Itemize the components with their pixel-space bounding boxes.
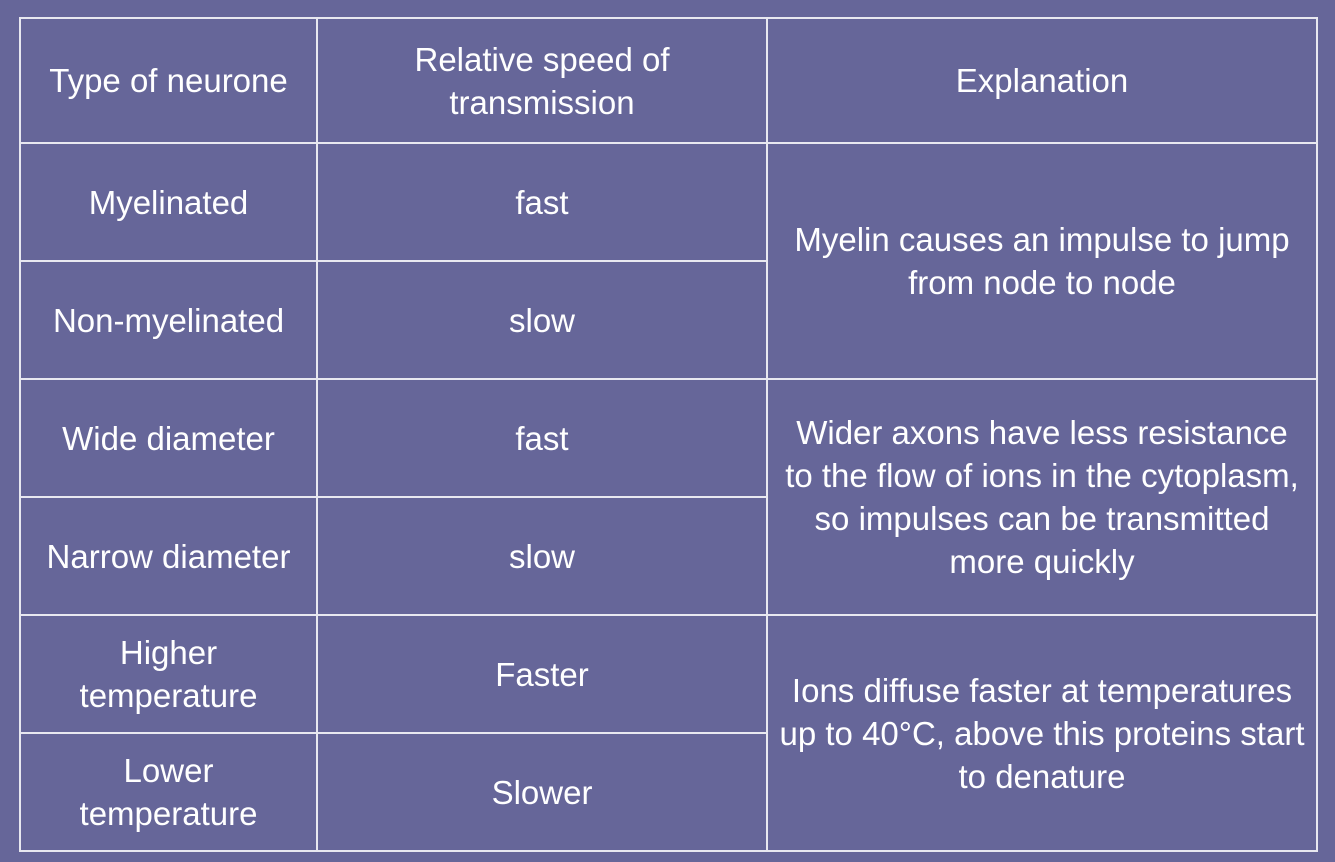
cell-speed: Slower <box>317 733 767 851</box>
cell-explanation: Myelin causes an impulse to jump from node to node <box>767 143 1317 379</box>
cell-explanation: Ions diffuse faster at temperatures up to 40°C, above this proteins start to denature <box>767 615 1317 851</box>
cell-speed: slow <box>317 497 767 615</box>
cell-type: Myelinated <box>20 143 317 261</box>
table-row <box>20 615 1317 733</box>
cell-explanation: Wider axons have less resistance to the flow of ions in the cytoplasm, so impulses can be transmitted more quickly <box>767 379 1317 615</box>
header-speed: Relative speed of transmission <box>317 18 767 143</box>
cell-speed: slow <box>317 261 767 379</box>
cell-type: Higher temperature <box>20 615 317 733</box>
cell-speed: fast <box>317 143 767 261</box>
table-row <box>20 143 1317 261</box>
table-header-row <box>20 18 1317 143</box>
header-explanation: Explanation <box>767 18 1317 143</box>
table-row <box>20 379 1317 497</box>
cell-type: Wide diameter <box>20 379 317 497</box>
cell-type: Non-myelinated <box>20 261 317 379</box>
cell-speed: Faster <box>317 615 767 733</box>
cell-speed: fast <box>317 379 767 497</box>
header-type: Type of neurone <box>20 18 317 143</box>
neurone-transmission-table <box>19 17 1318 852</box>
cell-type: Lower temperature <box>20 733 317 851</box>
cell-type: Narrow diameter <box>20 497 317 615</box>
table-container <box>19 17 1318 852</box>
